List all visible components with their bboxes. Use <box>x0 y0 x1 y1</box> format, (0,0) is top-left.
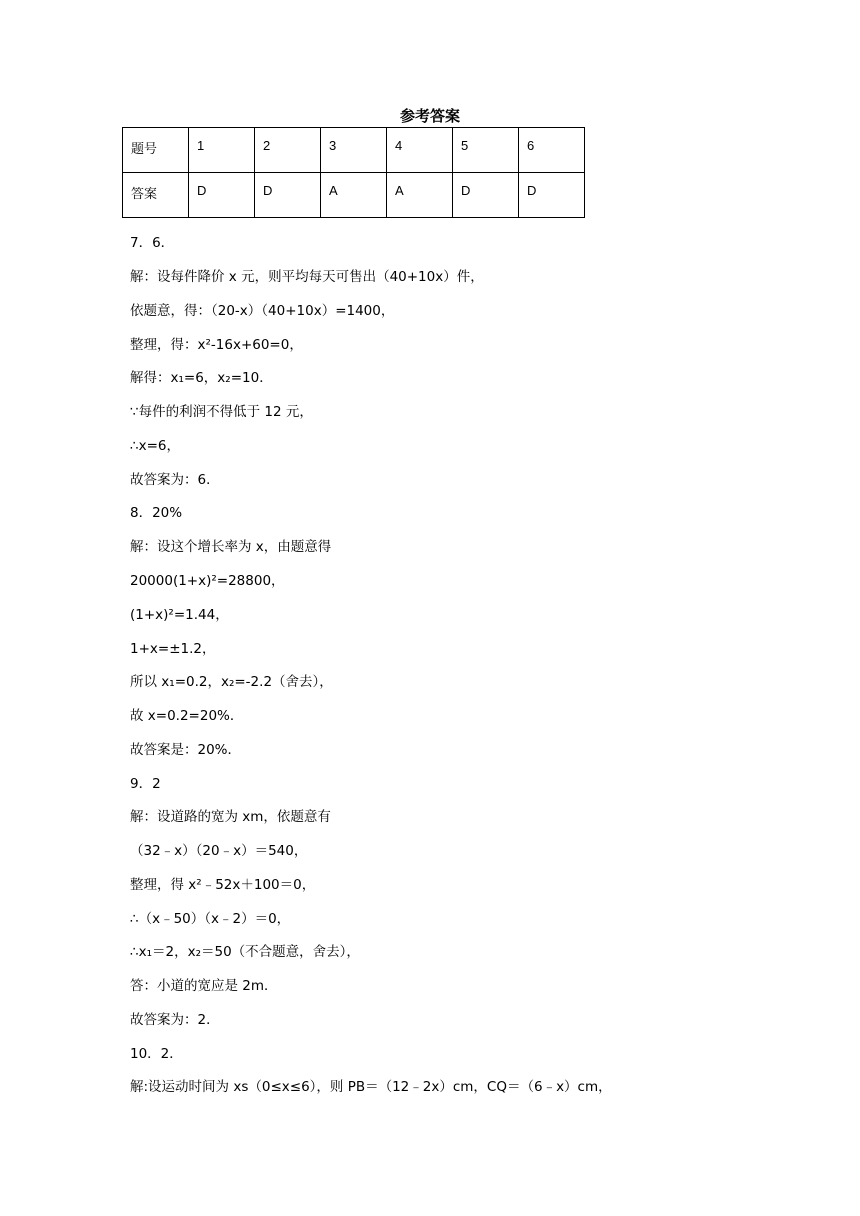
answer-table <box>122 127 585 218</box>
answer-line: 解：设每件降价 x 元，则平均每天可售出（40+10x）件， <box>130 269 484 285</box>
page-title: 参考答案 <box>399 107 460 125</box>
answer-line: 故 x=0.2=20%． <box>130 708 244 724</box>
answer-line: （32﹣x）（20﹣x）＝540， <box>130 843 308 859</box>
answer-line: ∴（x﹣50）（x﹣2）＝0， <box>130 911 291 927</box>
answer-line: 20000(1+x)²=28800， <box>130 573 285 589</box>
answer-line: ∴x₁＝2，x₂＝50（不合题意，舍去）， <box>130 944 360 960</box>
table-cell: 1 <box>189 128 255 173</box>
answer-line: 答：小道的宽应是 2m． <box>130 978 278 994</box>
table-cell: 2 <box>255 128 321 173</box>
answer-line: 故答案是：20%． <box>130 742 242 758</box>
answer-line: 8．20% <box>130 505 183 521</box>
answer-line: 故答案为：2． <box>130 1012 220 1028</box>
answer-line: 9．2 <box>130 776 161 792</box>
answer-line: ∴x=6， <box>130 438 180 454</box>
table-cell: A <box>387 173 453 218</box>
table-cell: 4 <box>387 128 453 173</box>
answer-line: 故答案为：6． <box>130 472 220 488</box>
answer-line: 解：设这个增长率为 x，由题意得 <box>130 539 332 555</box>
table-cell: 3 <box>321 128 387 173</box>
answer-line: 解：设道路的宽为 xm，依题意有 <box>130 809 331 825</box>
answer-line: 整理，得：x²-16x+60=0， <box>130 337 303 353</box>
answer-line: 解:设运动时间为 xs（0≤x≤6），则 PB＝（12﹣2x）cm，CQ＝（6﹣x）cm， <box>130 1079 612 1095</box>
table-cell: D <box>189 173 255 218</box>
answer-line: 解得：x₁=6，x₂=10． <box>130 370 273 386</box>
table-cell: D <box>255 173 321 218</box>
table-row <box>123 173 585 218</box>
table-cell: A <box>321 173 387 218</box>
table-cell: 答案 <box>123 173 189 218</box>
answer-line: ∵每件的利润不得低于 12 元， <box>130 404 313 420</box>
answer-line: 1+x=±1.2， <box>130 641 216 657</box>
table-cell: D <box>519 173 585 218</box>
answer-line: 10．2． <box>130 1046 183 1062</box>
table-cell: 题号 <box>123 128 189 173</box>
answer-line: 7．6． <box>130 235 175 251</box>
table-cell: 5 <box>453 128 519 173</box>
answer-line: (1+x)²=1.44， <box>130 607 229 623</box>
table-cell: D <box>453 173 519 218</box>
table-cell: 6 <box>519 128 585 173</box>
answer-line: 依题意，得：（20-x）（40+10x）=1400， <box>130 303 395 319</box>
table-row <box>123 128 585 173</box>
answer-line: 整理，得 x²﹣52x＋100＝0， <box>130 877 316 893</box>
answer-line: 所以 x₁=0.2，x₂=-2.2（舍去）， <box>130 674 333 690</box>
